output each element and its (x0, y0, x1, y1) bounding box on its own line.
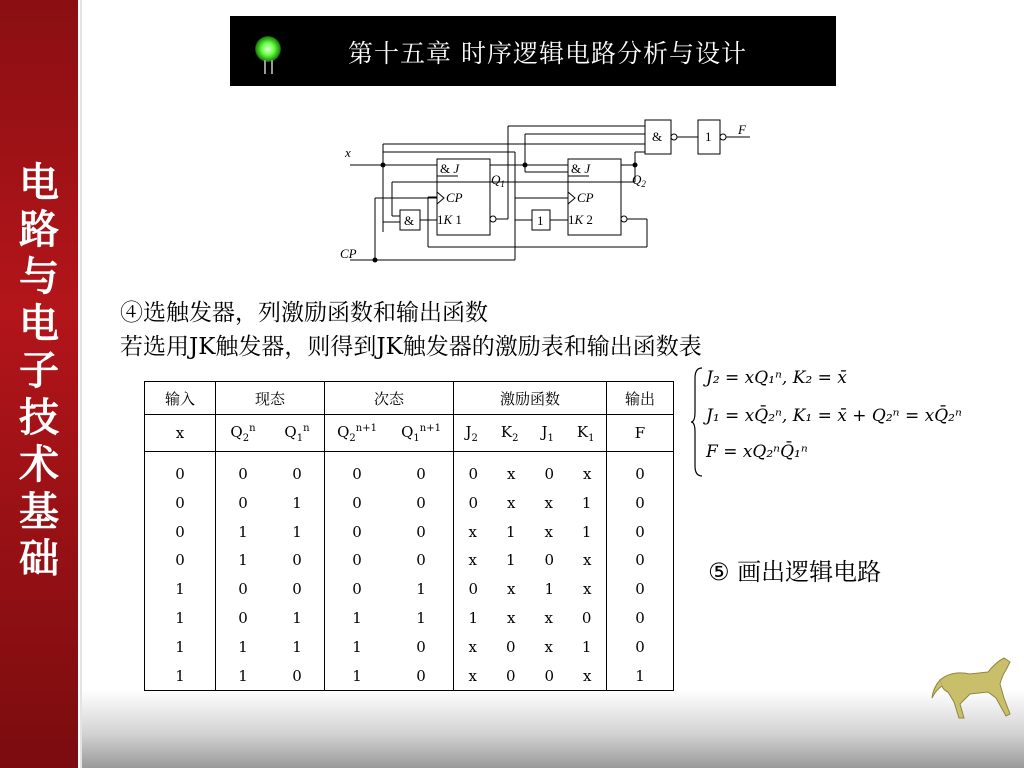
sidebar-divider (80, 0, 82, 768)
table-row (454, 489, 606, 518)
horse-icon (930, 652, 1020, 724)
sidebar-title-char: 与 (19, 254, 59, 300)
table-row (216, 460, 324, 489)
table-cell: 0 (352, 493, 362, 512)
group-current-state: 现态 (216, 382, 325, 415)
table-cell: 0 (352, 551, 362, 570)
col-f: F (607, 415, 674, 452)
step4-line1: ④选触发器，列激励函数和输出函数 (120, 300, 488, 326)
table-cell: 1 (292, 493, 302, 512)
table-cell: 0 (175, 493, 185, 512)
table-row (607, 575, 673, 604)
table-row (325, 662, 453, 691)
sidebar-title (13, 160, 65, 583)
ff2-cp-label: CP (577, 190, 594, 205)
sidebar-title-char: 基 (19, 489, 59, 535)
brace-icon (690, 366, 704, 478)
clock-label: CP (340, 246, 357, 261)
excitation-table (144, 381, 674, 691)
table-row (454, 604, 606, 633)
table-row (216, 662, 324, 691)
table-cell: 0 (352, 465, 362, 483)
table-cell: 0 (635, 637, 645, 656)
table-cell: 0 (352, 580, 362, 599)
table-row (325, 604, 453, 633)
table-cell: x (583, 580, 592, 599)
table-cell: 1 (468, 608, 479, 627)
col-q1n1: $Q_1^{n+1}$ (401, 422, 441, 444)
table-cell: 0 (468, 493, 479, 512)
table-cell: 1 (238, 637, 248, 656)
table-cell: 1 (175, 608, 185, 627)
table-cell: 0 (238, 580, 248, 599)
and-gate-label: & (404, 213, 415, 228)
table-row (454, 518, 606, 547)
logic-circuit-diagram (340, 112, 760, 270)
table-cell: x (507, 465, 516, 483)
table-group-header (145, 382, 674, 415)
table-cell: x (468, 551, 477, 570)
table-row (325, 633, 453, 662)
top-not-label: 1 (705, 129, 712, 144)
step4-text (120, 296, 702, 364)
landscape-decoration (82, 690, 1024, 768)
table-cell: 0 (544, 465, 555, 483)
table-row (145, 460, 215, 489)
sidebar-title-char: 路 (19, 207, 59, 253)
q2-label: $Q_2$ (632, 172, 646, 189)
table-cell: 0 (292, 465, 302, 483)
col-current-state (216, 415, 325, 452)
table-cell: x (507, 493, 516, 512)
table-cell: 0 (352, 522, 362, 541)
table-cell: x (544, 637, 553, 656)
table-cell: 1 (581, 637, 592, 656)
table-cell: 0 (635, 608, 645, 627)
cells-x (145, 452, 216, 691)
table-cell: 0 (635, 493, 645, 512)
output-f-label: F (738, 122, 746, 137)
cells-current-state (216, 452, 325, 691)
col-q1n: $Q_1^n$ (284, 422, 310, 444)
table-cell: x (507, 608, 516, 627)
table-cell: 0 (416, 465, 426, 483)
step4-line2: 若选用JK触发器，则得到JK触发器的激励表和输出函数表 (120, 334, 702, 360)
table-cell: 1 (352, 608, 362, 627)
table-cell: x (544, 493, 553, 512)
page-title: 第十五章 时序逻辑电路分析与设计 (348, 39, 747, 68)
table-cell: 0 (292, 551, 302, 570)
table-cell: 1 (292, 608, 302, 627)
ff1-k-label: 1K 1 (437, 212, 462, 227)
table-cell: 0 (416, 551, 426, 570)
col-next-state (325, 415, 454, 452)
table-cell: 0 (468, 580, 479, 599)
table-row (454, 633, 606, 662)
table-row (216, 575, 324, 604)
table-row (607, 546, 673, 575)
table-row (325, 460, 453, 489)
ff2-k-label: 1K 2 (568, 212, 593, 227)
cells-next-state (325, 452, 454, 691)
table-cell: x (583, 465, 592, 483)
sidebar-title-char: 础 (19, 536, 59, 582)
q1-label: $Q_1$ (491, 172, 505, 189)
table-body-row (145, 452, 674, 691)
equations-block (690, 362, 1020, 482)
led-icon (255, 36, 281, 62)
table-cell: 1 (175, 666, 185, 685)
group-next-state: 次态 (325, 382, 454, 415)
table-row (607, 518, 673, 547)
col-k1: $K_1$ (576, 422, 595, 444)
table-cell: 0 (238, 465, 248, 483)
col-j2: $J_2$ (465, 422, 478, 444)
table-cell: 1 (175, 637, 185, 656)
table-cell: 1 (581, 522, 592, 541)
table-column-header (145, 415, 674, 452)
top-and-label: & (652, 129, 663, 144)
sidebar-title-char: 电 (19, 301, 59, 347)
table-row (454, 575, 606, 604)
equation-3: F = xQ₂ⁿQ̄₁ⁿ (706, 442, 808, 462)
table-cell: 1 (352, 637, 362, 656)
table-row (325, 489, 453, 518)
table-cell: 0 (468, 465, 479, 483)
col-q2n1: $Q_2^{n+1}$ (337, 422, 377, 444)
table-row (145, 518, 215, 547)
ff2-j-label: & J (571, 161, 591, 176)
col-x: x (145, 415, 216, 452)
table-cell: 0 (175, 465, 185, 483)
cells-excitation (454, 452, 607, 691)
col-q2n: $Q_2^n$ (230, 422, 256, 444)
equation-1: J₂ = xQ₁ⁿ, K₂ = x̄ (706, 368, 847, 388)
table-row (454, 460, 606, 489)
table-cell: 1 (175, 580, 185, 599)
table-cell: 1 (416, 580, 426, 599)
table-row (325, 518, 453, 547)
table-cell: 0 (505, 666, 516, 685)
table-cell: 0 (635, 580, 645, 599)
table-cell: x (507, 580, 516, 599)
sidebar-title-char: 术 (19, 442, 59, 488)
table-cell: 1 (352, 666, 362, 685)
table-row (216, 604, 324, 633)
header-bar (230, 16, 836, 86)
table-row (145, 575, 215, 604)
table-row (607, 604, 673, 633)
cells-output (607, 452, 674, 691)
table-cell: 1 (635, 666, 645, 685)
table-row (607, 460, 673, 489)
table-cell: 0 (416, 666, 426, 685)
table-cell: x (583, 666, 592, 685)
input-x-label: x (345, 145, 351, 160)
table-cell: 0 (292, 666, 302, 685)
table-cell: 0 (175, 551, 185, 570)
table-cell: 0 (635, 522, 645, 541)
table-row (216, 518, 324, 547)
table-cell: 1 (544, 580, 555, 599)
table-cell: 1 (505, 551, 516, 570)
table-row (145, 489, 215, 518)
table-cell: 0 (416, 522, 426, 541)
table-row (454, 662, 606, 691)
table-cell: 1 (292, 522, 302, 541)
table-cell: x (544, 522, 553, 541)
table-row (216, 633, 324, 662)
table-cell: 0 (175, 522, 185, 541)
table-cell: 0 (544, 551, 555, 570)
table-cell: x (468, 637, 477, 656)
table-row (607, 489, 673, 518)
sidebar-title-char: 电 (19, 160, 59, 206)
table-row (216, 546, 324, 575)
group-output: 输出 (607, 382, 674, 415)
table-row (607, 662, 673, 691)
table-cell: 0 (635, 551, 645, 570)
table-cell: x (468, 522, 477, 541)
table-row (325, 575, 453, 604)
table-row (454, 546, 606, 575)
ff1-j-label: & J (440, 161, 460, 176)
table-cell: 0 (635, 465, 645, 483)
col-j1: $J_1$ (541, 422, 554, 444)
equation-2: J₁ = xQ̄₂ⁿ, K₁ = x̄ + Q₂ⁿ = xQ̄₂ⁿ (706, 406, 962, 426)
step5-text: ⑤ 画出逻辑电路 (708, 558, 882, 586)
led-leg (271, 60, 273, 74)
table-row (145, 546, 215, 575)
table-cell: 0 (505, 637, 516, 656)
table-row (145, 633, 215, 662)
table-cell: x (468, 666, 477, 685)
ff1-cp-label: CP (446, 190, 463, 205)
col-k2: $K_2$ (500, 422, 519, 444)
table-cell: 0 (581, 608, 592, 627)
table-row (607, 633, 673, 662)
table-cell: 1 (238, 666, 248, 685)
table-cell: 1 (292, 637, 302, 656)
group-input: 输入 (145, 382, 216, 415)
table-cell: x (544, 608, 553, 627)
col-excitation (454, 415, 607, 452)
sidebar-title-char: 技 (19, 395, 59, 441)
sidebar (0, 0, 78, 768)
table-cell: 0 (416, 493, 426, 512)
not-gate-label: 1 (537, 213, 544, 228)
table-cell: 1 (581, 493, 592, 512)
sidebar-title-char: 子 (19, 348, 59, 394)
table-cell: 0 (416, 637, 426, 656)
table-row (216, 489, 324, 518)
led-leg (264, 60, 266, 74)
table-row (325, 546, 453, 575)
table-row (145, 604, 215, 633)
table-cell: 0 (544, 666, 555, 685)
table-cell: 1 (505, 522, 516, 541)
table-cell: 0 (292, 580, 302, 599)
table-cell: 1 (238, 522, 248, 541)
table-cell: 1 (238, 551, 248, 570)
table-cell: 0 (238, 493, 248, 512)
table-cell: 0 (238, 608, 248, 627)
table-row (145, 662, 215, 691)
table-cell: 1 (416, 608, 426, 627)
table-cell: x (583, 551, 592, 570)
group-excitation: 激励函数 (454, 382, 607, 415)
